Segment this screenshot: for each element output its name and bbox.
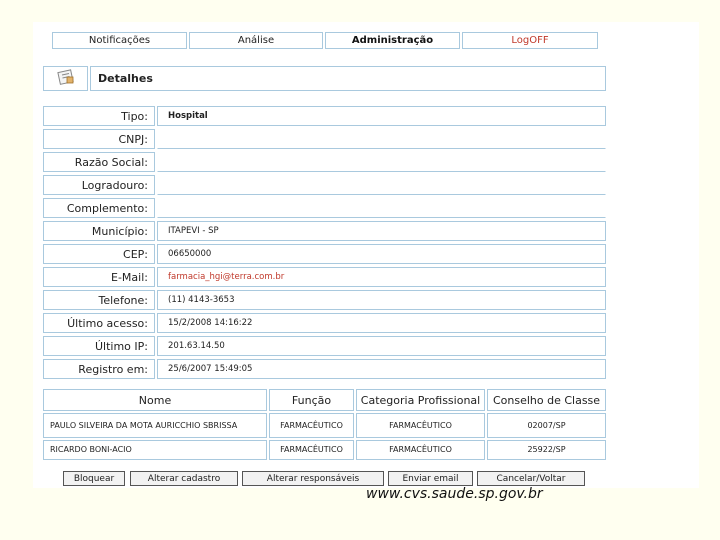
field-label-4: Complemento: (43, 198, 155, 218)
details-icon-box (43, 66, 88, 91)
field-label-11: Registro em: (43, 359, 155, 379)
field-value-8: (11) 4143-3653 (157, 290, 606, 310)
tab-analise[interactable]: Análise (189, 32, 323, 49)
details-title: Detalhes (90, 66, 606, 91)
field-value-5: ITAPEVI - SP (157, 221, 606, 241)
field-value-1 (157, 129, 606, 149)
field-value-3 (157, 175, 606, 195)
field-label-8: Telefone: (43, 290, 155, 310)
tab-notificacoes[interactable]: Notificações (52, 32, 187, 49)
table-row-2-categoria: FARMACÊUTICO (356, 440, 485, 460)
field-value-10: 201.63.14.50 (157, 336, 606, 356)
tab-logoff[interactable]: LogOFF (462, 32, 598, 49)
table-row-1-conselho: 02007/SP (487, 413, 606, 438)
field-value-2 (157, 152, 606, 172)
field-value-11: 25/6/2007 15:49:05 (157, 359, 606, 379)
field-value-4 (157, 198, 606, 218)
th-categoria: Categoria Profissional (356, 389, 485, 411)
field-label-1: CNPJ: (43, 129, 155, 149)
field-value-0: Hospital (157, 106, 606, 126)
bloquear-button[interactable]: Bloquear (63, 471, 125, 486)
enviar-email-button[interactable]: Enviar email (388, 471, 473, 486)
notepad-icon (56, 68, 76, 89)
field-value-6: 06650000 (157, 244, 606, 264)
alterar-responsaveis-button[interactable]: Alterar responsáveis (242, 471, 384, 486)
field-label-3: Logradouro: (43, 175, 155, 195)
field-label-9: Último acesso: (43, 313, 155, 333)
table-row-1-funcao: FARMACÊUTICO (269, 413, 354, 438)
field-value-9: 15/2/2008 14:16:22 (157, 313, 606, 333)
table-row-1-categoria: FARMACÊUTICO (356, 413, 485, 438)
tab-administracao[interactable]: Administração (325, 32, 460, 49)
field-label-2: Razão Social: (43, 152, 155, 172)
field-label-6: CEP: (43, 244, 155, 264)
th-funcao: Função (269, 389, 354, 411)
table-row-2-nome: RICARDO BONI-ACIO (43, 440, 267, 460)
th-conselho: Conselho de Classe (487, 389, 606, 411)
field-label-0: Tipo: (43, 106, 155, 126)
table-row-1-nome: PAULO SILVEIRA DA MOTA AURICCHIO SBRISSA (43, 413, 267, 438)
table-row-2-conselho: 25922/SP (487, 440, 606, 460)
cancelar-voltar-button[interactable]: Cancelar/Voltar (477, 471, 585, 486)
footer-url: www.cvs.saude.sp.gov.br (366, 486, 543, 502)
field-label-10: Último IP: (43, 336, 155, 356)
alterar-cadastro-button[interactable]: Alterar cadastro (130, 471, 238, 486)
th-nome: Nome (43, 389, 267, 411)
field-label-5: Município: (43, 221, 155, 241)
field-label-7: E-Mail: (43, 267, 155, 287)
table-row-2-funcao: FARMACÊUTICO (269, 440, 354, 460)
field-value-7: farmacia_hgi@terra.com.br (157, 267, 606, 287)
